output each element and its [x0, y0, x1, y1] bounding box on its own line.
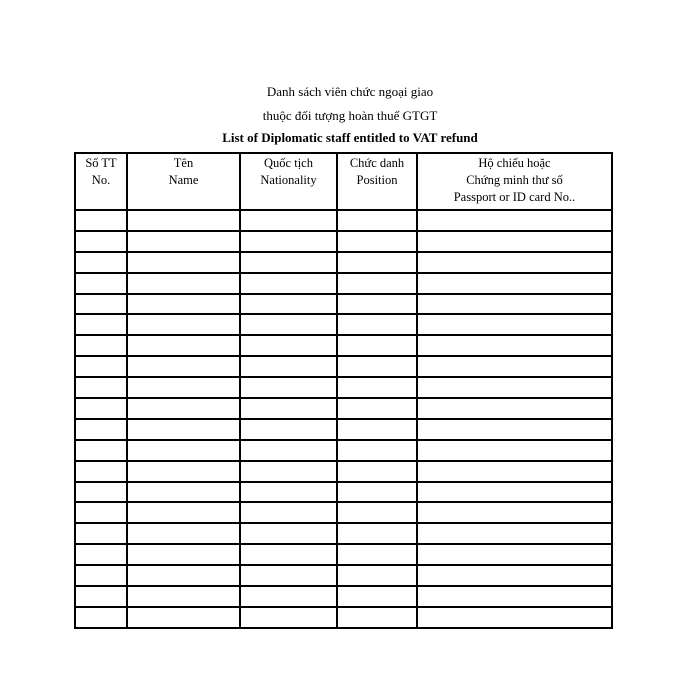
table-row: [75, 252, 612, 273]
table-cell-passport: [417, 586, 612, 607]
table-cell-position: [337, 210, 417, 231]
table-row: [75, 377, 612, 398]
table-cell-number: [75, 273, 127, 294]
table-cell-number: [75, 210, 127, 231]
table-row: [75, 273, 612, 294]
column-header-nationality: [240, 153, 337, 210]
title-vietnamese-line-2: thuộc đối tượng hoàn thuế GTGT: [262, 108, 438, 123]
column-header-number-vi: Số TT: [85, 156, 117, 170]
table-cell-nationality: [240, 419, 337, 440]
table-row: [75, 335, 612, 356]
table-cell-position: [337, 419, 417, 440]
table-cell-passport: [417, 565, 612, 586]
column-header-name-en: Name: [168, 173, 199, 187]
title-english: List of Diplomatic staff entitled to VAT refund: [222, 130, 478, 145]
table-row: [75, 523, 612, 544]
table-cell-number: [75, 377, 127, 398]
table-cell-passport: [417, 252, 612, 273]
table-cell-passport: [417, 294, 612, 315]
table-cell-passport: [417, 377, 612, 398]
table-cell-nationality: [240, 523, 337, 544]
table-cell-number: [75, 356, 127, 377]
table-cell-position: [337, 252, 417, 273]
table-row: [75, 502, 612, 523]
table-cell-number: [75, 231, 127, 252]
table-cell-nationality: [240, 335, 337, 356]
table-cell-passport: [417, 231, 612, 252]
column-header-position-en: Position: [356, 173, 398, 187]
table-cell-position: [337, 523, 417, 544]
table-cell-passport: [417, 523, 612, 544]
table-row: [75, 398, 612, 419]
column-header-position: [337, 153, 417, 210]
table-cell-name: [127, 419, 240, 440]
table-cell-passport: [417, 419, 612, 440]
table-cell-nationality: [240, 440, 337, 461]
column-header-passport-en: Passport or ID card No..: [453, 190, 576, 204]
table-cell-name: [127, 440, 240, 461]
table-cell-name: [127, 356, 240, 377]
table-row: [75, 419, 612, 440]
column-header-name-vi: Tên: [173, 156, 194, 170]
column-header-number: [75, 153, 127, 210]
table-cell-nationality: [240, 356, 337, 377]
table-cell-passport: [417, 314, 612, 335]
table-cell-passport: [417, 356, 612, 377]
table-cell-number: [75, 252, 127, 273]
table-cell-nationality: [240, 210, 337, 231]
table-cell-position: [337, 273, 417, 294]
table-cell-name: [127, 586, 240, 607]
table-row: [75, 356, 612, 377]
table-cell-number: [75, 461, 127, 482]
table-cell-name: [127, 461, 240, 482]
table-cell-name: [127, 377, 240, 398]
table-cell-name: [127, 523, 240, 544]
table-cell-position: [337, 482, 417, 503]
table-cell-number: [75, 335, 127, 356]
column-header-passport: [417, 153, 612, 210]
table-cell-passport: [417, 273, 612, 294]
table-cell-passport: [417, 502, 612, 523]
table-cell-name: [127, 502, 240, 523]
column-header-nationality-vi: Quốc tịch: [264, 156, 313, 170]
table-cell-position: [337, 544, 417, 565]
table-row: [75, 482, 612, 503]
table-cell-nationality: [240, 252, 337, 273]
table-cell-name: [127, 335, 240, 356]
table-cell-position: [337, 607, 417, 628]
table-cell-nationality: [240, 294, 337, 315]
table-cell-number: [75, 419, 127, 440]
table-cell-nationality: [240, 377, 337, 398]
table-cell-position: [337, 586, 417, 607]
table-cell-position: [337, 502, 417, 523]
column-header-number-en: No.: [91, 173, 111, 187]
table-cell-number: [75, 523, 127, 544]
table-cell-number: [75, 314, 127, 335]
title-vietnamese-line-1: Danh sách viên chức ngoại giao: [266, 84, 434, 99]
column-header-passport-vi-2: Chứng minh thư số: [466, 173, 563, 187]
table-cell-number: [75, 482, 127, 503]
table-cell-name: [127, 273, 240, 294]
table-row: [75, 440, 612, 461]
table-cell-passport: [417, 210, 612, 231]
table-cell-passport: [417, 440, 612, 461]
table-cell-number: [75, 398, 127, 419]
table-row: [75, 210, 612, 231]
table-cell-nationality: [240, 565, 337, 586]
diplomatic-staff-table: [74, 152, 613, 629]
table-cell-nationality: [240, 544, 337, 565]
table-cell-position: [337, 314, 417, 335]
table-cell-nationality: [240, 398, 337, 419]
table-cell-passport: [417, 544, 612, 565]
table-row: [75, 231, 612, 252]
table-cell-number: [75, 502, 127, 523]
table-row: [75, 565, 612, 586]
table-cell-name: [127, 544, 240, 565]
table-cell-nationality: [240, 502, 337, 523]
table-header-row: [75, 153, 612, 210]
table-cell-name: [127, 565, 240, 586]
table-cell-nationality: [240, 607, 337, 628]
table-cell-passport: [417, 335, 612, 356]
table-cell-passport: [417, 461, 612, 482]
table-row: [75, 294, 612, 315]
table-cell-position: [337, 565, 417, 586]
table-cell-name: [127, 231, 240, 252]
table-cell-nationality: [240, 461, 337, 482]
table-cell-name: [127, 210, 240, 231]
table-cell-name: [127, 482, 240, 503]
table-cell-number: [75, 565, 127, 586]
table-row: [75, 607, 612, 628]
table-cell-position: [337, 461, 417, 482]
table-cell-name: [127, 607, 240, 628]
table-cell-position: [337, 294, 417, 315]
table-cell-name: [127, 314, 240, 335]
table-cell-passport: [417, 607, 612, 628]
table-cell-position: [337, 335, 417, 356]
table-cell-position: [337, 356, 417, 377]
table-row: [75, 586, 612, 607]
table-row: [75, 314, 612, 335]
table-cell-nationality: [240, 231, 337, 252]
table-cell-position: [337, 440, 417, 461]
table-cell-position: [337, 231, 417, 252]
table-cell-nationality: [240, 314, 337, 335]
table-cell-name: [127, 294, 240, 315]
table-row: [75, 461, 612, 482]
column-header-passport-vi-1: Hộ chiếu hoặc: [478, 156, 551, 170]
column-header-position-vi: Chức danh: [349, 156, 405, 170]
table-cell-number: [75, 544, 127, 565]
table-cell-position: [337, 398, 417, 419]
table-cell-nationality: [240, 482, 337, 503]
table-cell-nationality: [240, 586, 337, 607]
table-cell-number: [75, 607, 127, 628]
table-cell-nationality: [240, 273, 337, 294]
table-row: [75, 544, 612, 565]
table-cell-passport: [417, 482, 612, 503]
table-cell-name: [127, 398, 240, 419]
table-cell-number: [75, 440, 127, 461]
column-header-name: [127, 153, 240, 210]
table-cell-number: [75, 294, 127, 315]
table-cell-name: [127, 252, 240, 273]
table-cell-number: [75, 586, 127, 607]
table-cell-passport: [417, 398, 612, 419]
table-body: [75, 210, 612, 628]
column-header-nationality-en: Nationality: [260, 173, 317, 187]
table-cell-position: [337, 377, 417, 398]
